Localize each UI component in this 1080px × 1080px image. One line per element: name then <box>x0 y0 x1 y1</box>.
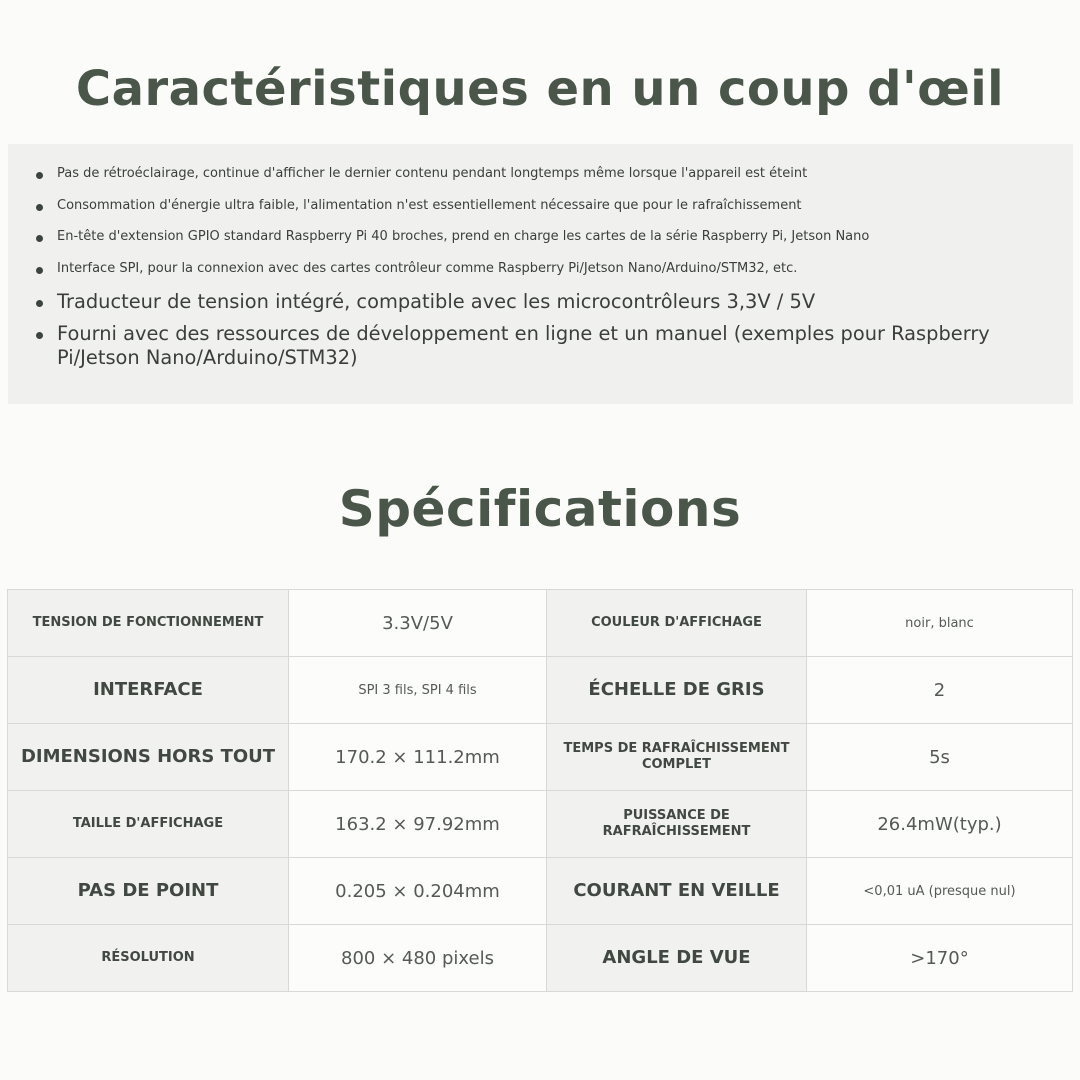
bullet-icon <box>36 204 43 211</box>
feature-item <box>8 165 1068 183</box>
spec-value-standby-current: <0,01 uA (presque nul) <box>807 858 1073 925</box>
table-row <box>8 925 1073 992</box>
table-row <box>8 858 1073 925</box>
table-row <box>8 724 1073 791</box>
spec-label-refresh-power: PUISSANCE DE RAFRAÎCHISSEMENT <box>547 791 807 858</box>
spec-label-operating-voltage: TENSION DE FONCTIONNEMENT <box>8 590 289 657</box>
feature-item <box>8 228 1068 246</box>
feature-text: Fourni avec des ressources de développement en ligne et un manuel (exemples pour Raspberry Pi/Jetson Nano/Arduino/STM32) <box>57 322 990 369</box>
spec-value-display-size: 163.2 × 97.92mm <box>289 791 547 858</box>
feature-text: Interface SPI, pour la connexion avec des cartes contrôleur comme Raspberry Pi/Jetson Nano/Arduino/STM32, etc. <box>57 261 798 276</box>
spec-label-full-refresh-time: TEMPS DE RAFRAÎCHISSEMENT COMPLET <box>547 724 807 791</box>
spec-value-operating-voltage: 3.3V/5V <box>289 590 547 657</box>
spec-value-grayscale: 2 <box>807 657 1073 724</box>
bullet-icon <box>36 332 43 339</box>
feature-item <box>8 260 1068 278</box>
bullet-icon <box>36 300 43 307</box>
table-row <box>8 657 1073 724</box>
bullet-icon <box>36 267 43 274</box>
feature-text: Pas de rétroéclairage, continue d'afficher le dernier contenu pendant longtemps même lorsque l'appareil est éteint <box>57 166 808 181</box>
spec-value-refresh-power: 26.4mW(typ.) <box>807 791 1073 858</box>
spec-label-viewing-angle: ANGLE DE VUE <box>547 925 807 992</box>
table-row <box>8 590 1073 657</box>
specifications-title: Spécifications <box>338 480 742 538</box>
bullet-icon <box>36 172 43 179</box>
spec-value-outline-dimensions: 170.2 × 111.2mm <box>289 724 547 791</box>
spec-label-dot-pitch: PAS DE POINT <box>8 858 289 925</box>
spec-value-resolution: 800 × 480 pixels <box>289 925 547 992</box>
features-panel <box>8 144 1073 404</box>
spec-label-display-color: COULEUR D'AFFICHAGE <box>547 590 807 657</box>
features-title: Caractéristiques en un coup d'œil <box>75 61 1005 117</box>
spec-label-interface: INTERFACE <box>8 657 289 724</box>
feature-item <box>8 322 1068 370</box>
specifications-table <box>7 589 1073 992</box>
spec-label-display-size: TAILLE D'AFFICHAGE <box>8 791 289 858</box>
spec-label-standby-current: COURANT EN VEILLE <box>547 858 807 925</box>
spec-value-full-refresh-time: 5s <box>807 724 1073 791</box>
spec-label-outline-dimensions: DIMENSIONS HORS TOUT <box>8 724 289 791</box>
feature-text: Consommation d'énergie ultra faible, l'alimentation n'est essentiellement nécessaire que pour le rafraîchissement <box>57 198 802 213</box>
spec-label-grayscale: ÉCHELLE DE GRIS <box>547 657 807 724</box>
spec-value-dot-pitch: 0.205 × 0.204mm <box>289 858 547 925</box>
bullet-icon <box>36 235 43 242</box>
feature-text: En-tête d'extension GPIO standard Raspberry Pi 40 broches, prend en charge les cartes de la série Raspberry Pi, Jetson Nano <box>57 229 870 244</box>
spec-value-viewing-angle: >170° <box>807 925 1073 992</box>
spec-label-resolution: RÉSOLUTION <box>8 925 289 992</box>
feature-text: Traducteur de tension intégré, compatible avec les microcontrôleurs 3,3V / 5V <box>57 290 816 313</box>
table-row <box>8 791 1073 858</box>
spec-value-interface: SPI 3 fils, SPI 4 fils <box>289 657 547 724</box>
spec-value-display-color: noir, blanc <box>807 590 1073 657</box>
feature-item <box>8 290 1068 314</box>
feature-item <box>8 197 1068 215</box>
